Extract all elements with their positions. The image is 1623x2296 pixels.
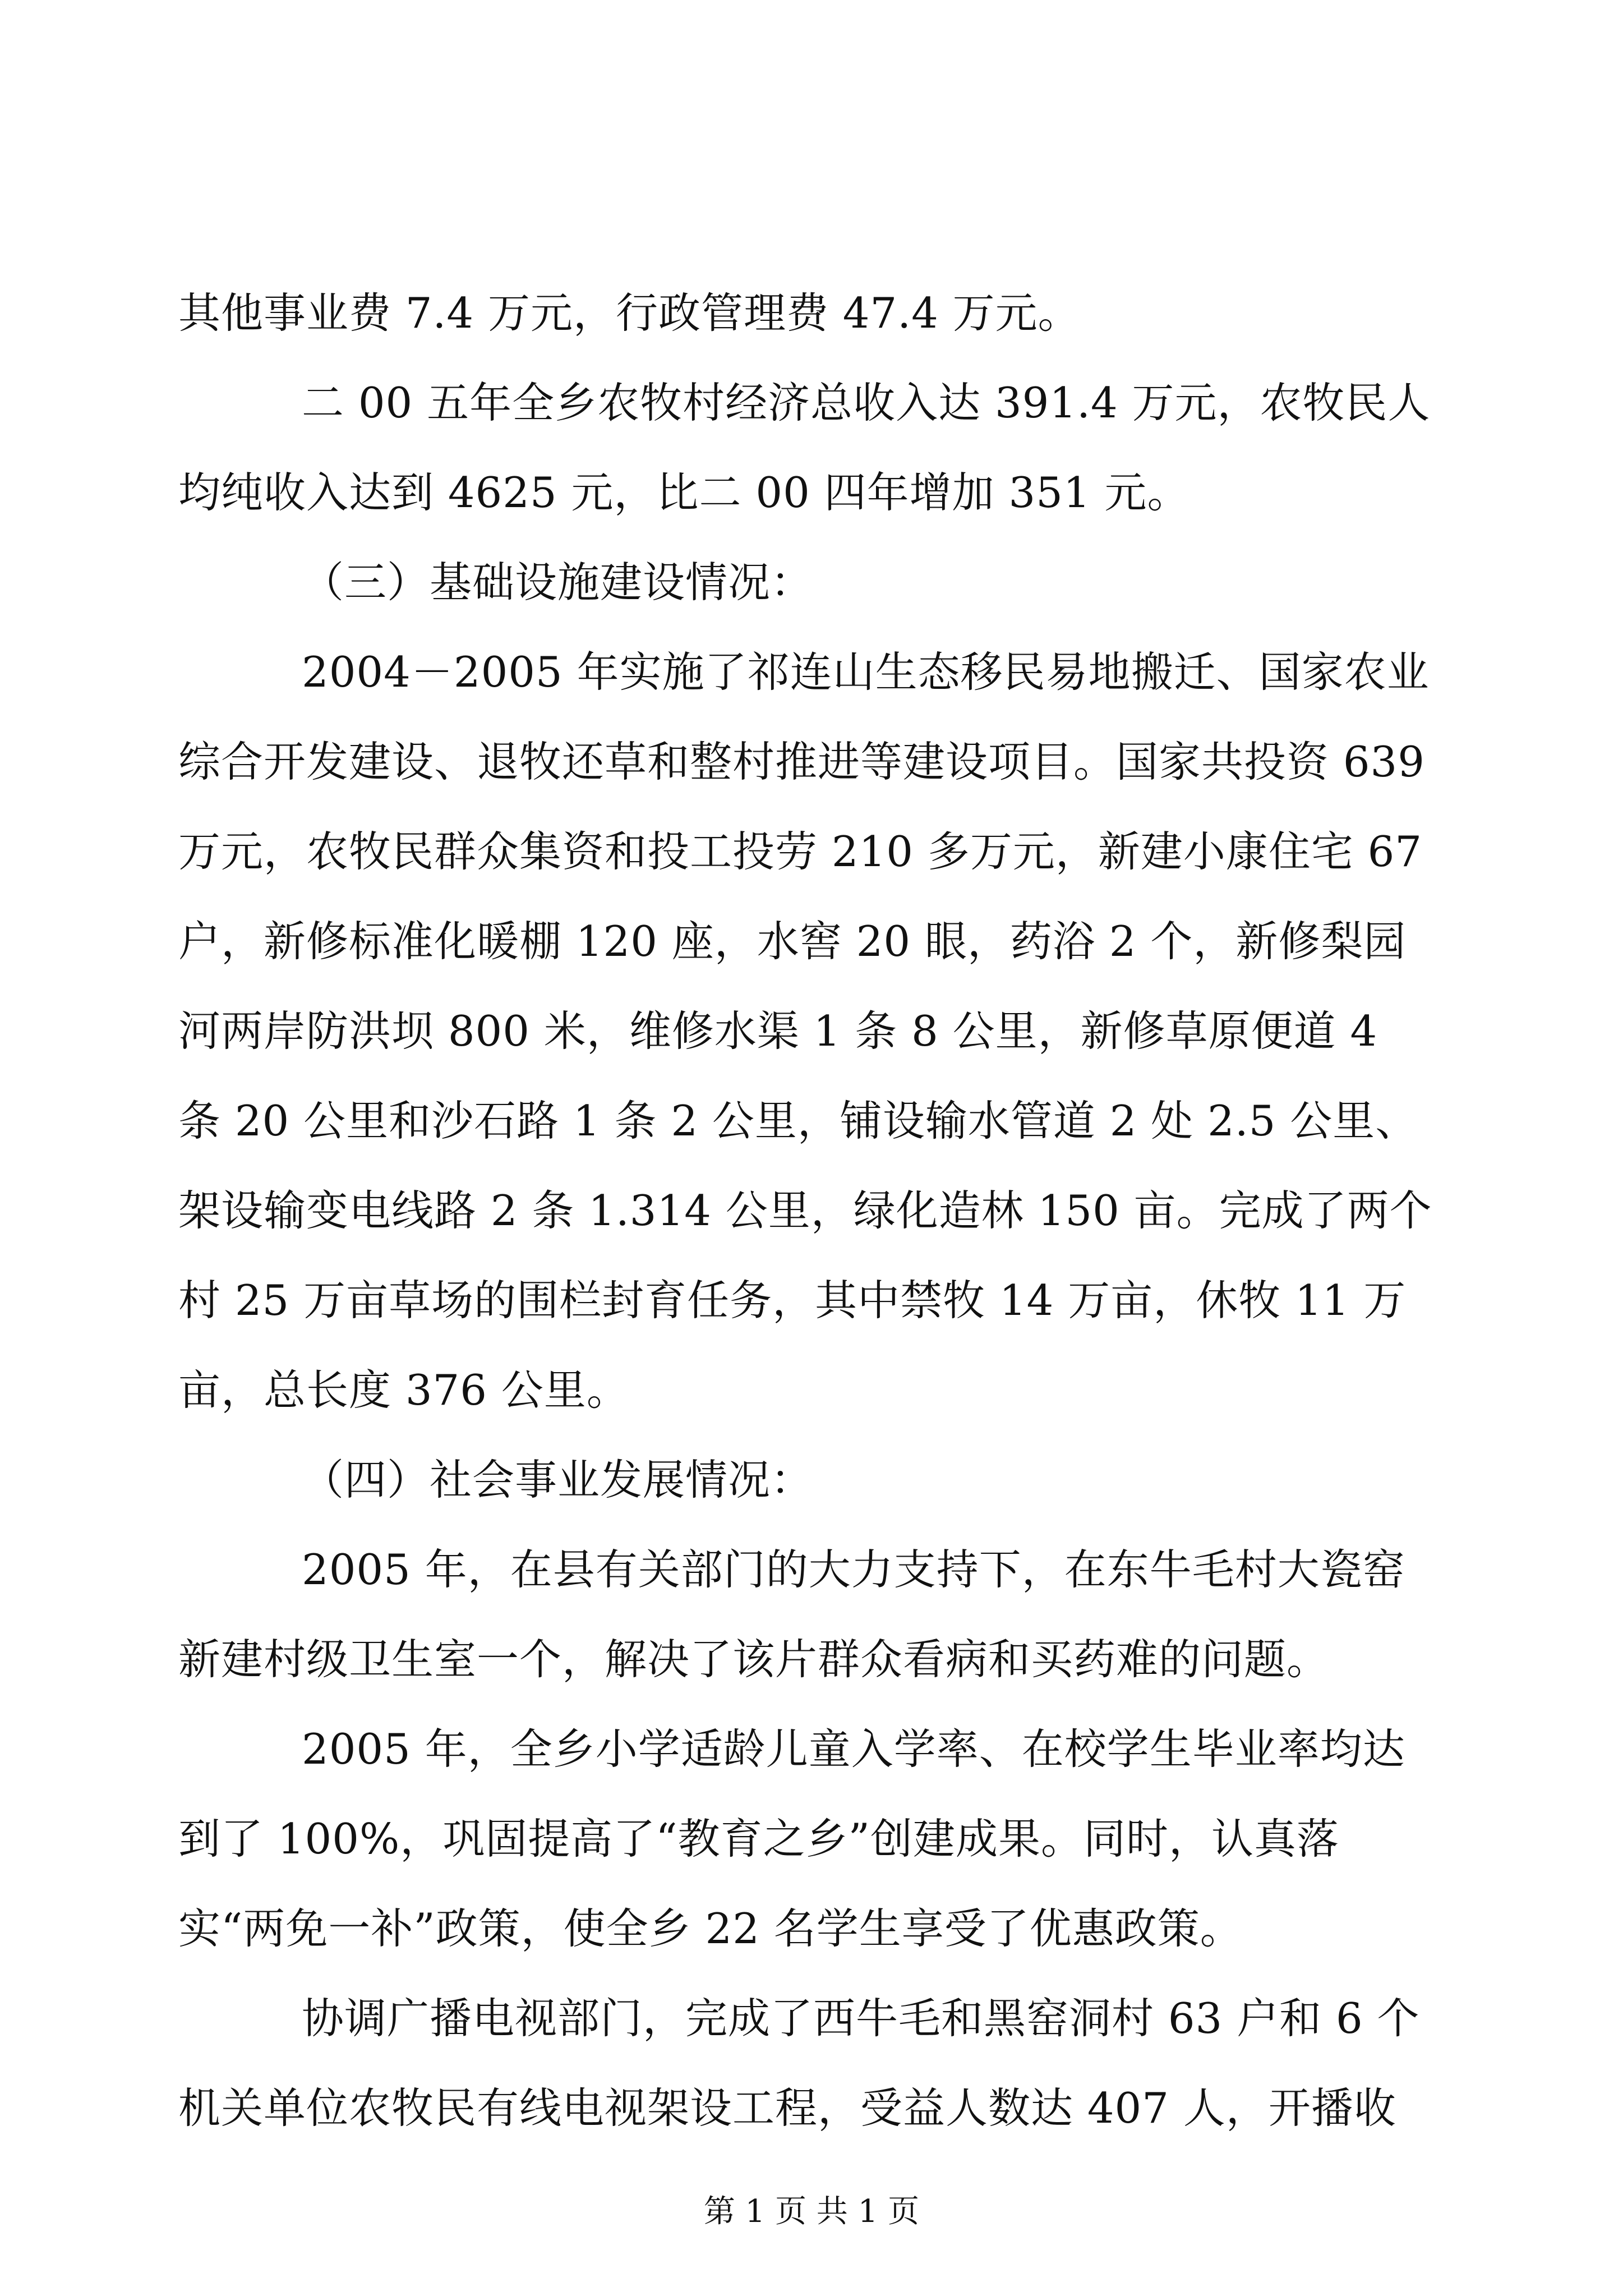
text-line: 综合开发建设、退牧还草和整村推进等建设项目。国家共投资 639 [178, 737, 1425, 786]
text-line: 2004－2005 年实施了祁连山生态移民易地搬迁、国家农业 [302, 647, 1430, 697]
section-heading: （三）基础设施建设情况： [302, 558, 814, 607]
text-line: 村 25 万亩草场的围栏封育任务，其中禁牧 14 万亩，休牧 11 万 [178, 1276, 1407, 1325]
text-line: 2005 年，在县有关部门的大力支持下，在东牛毛村大瓷窑 [302, 1545, 1405, 1594]
text-line: 河两岸防洪坝 800 米，维修水渠 1 条 8 公里，新修草原便道 4 [178, 1006, 1378, 1056]
text-line: 机关单位农牧民有线电视架设工程，受益人数达 407 人，开播收 [178, 2083, 1396, 2133]
section-heading: （四）社会事业发展情况： [302, 1455, 814, 1504]
text-line: 均纯收入达到 4625 元，比二 00 四年增加 351 元。 [178, 468, 1190, 517]
text-line: 到了 100%，巩固提高了“教育之乡”创建成果。同时，认真落 [178, 1814, 1339, 1864]
page-footer: 第 1 页 共 1 页 [703, 2193, 920, 2230]
text-line: 条 20 公里和沙石路 1 条 2 公里，铺设输水管道 2 处 2.5 公里、 [178, 1096, 1418, 1145]
text-line: 亩，总长度 376 公里。 [178, 1365, 629, 1415]
text-line: 二 00 五年全乡农牧村经济总收入达 391.4 万元，农牧民人 [302, 378, 1431, 427]
text-line: 2005 年，全乡小学适龄儿童入学率、在校学生毕业率均达 [302, 1724, 1405, 1774]
text-line: 实“两免一补”政策，使全乡 22 名学生享受了优惠政策。 [178, 1904, 1243, 1953]
text-line: 万元，农牧民群众集资和投工投劳 210 多万元，新建小康住宅 67 [178, 827, 1423, 876]
text-line: 协调广播电视部门，完成了西牛毛和黑窑洞村 63 户和 6 个 [302, 1994, 1420, 2043]
text-line: 架设输变电线路 2 条 1.314 公里，绿化造林 150 亩。完成了两个 [178, 1186, 1432, 1235]
text-line: 户，新修标准化暖棚 120 座，水窖 20 眼，药浴 2 个，新修梨园 [178, 917, 1407, 966]
text-line: 其他事业费 7.4 万元，行政管理费 47.4 万元。 [178, 288, 1081, 338]
text-line: 新建村级卫生室一个，解决了该片群众看病和买药难的问题。 [178, 1635, 1330, 1684]
